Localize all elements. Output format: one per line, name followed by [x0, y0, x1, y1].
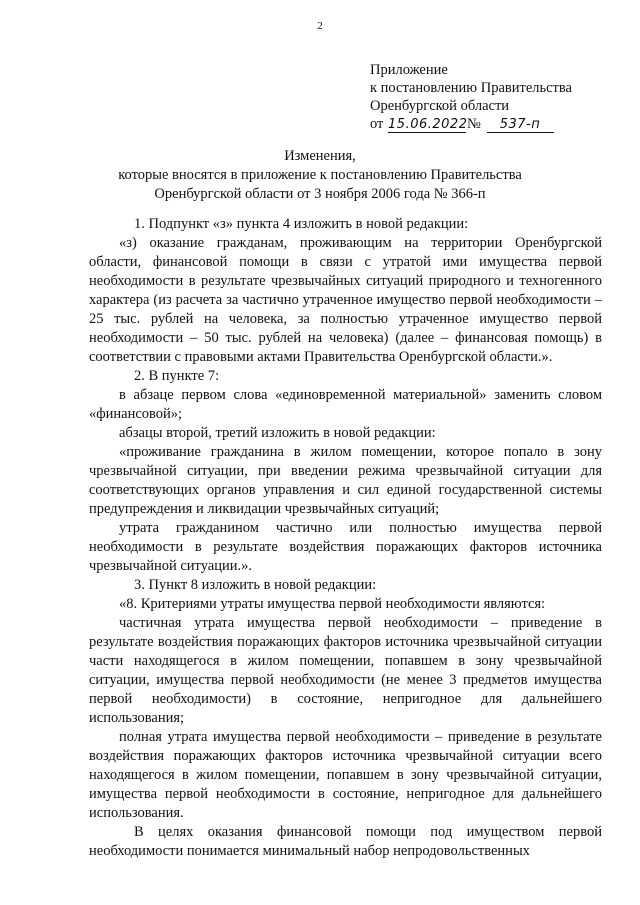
paragraph-5: абзацы второй, третий изложить в новой редакции: [119, 425, 436, 441]
paragraph-8: 3. Пункт 8 изложить в новой редакции: [134, 577, 377, 593]
appendix-date-number-line [370, 115, 572, 133]
document-body [89, 215, 602, 861]
paragraph-3: 2. В пункте 7: [134, 368, 220, 384]
appendix-title: Приложение [370, 62, 448, 78]
handwritten-date: 15.06.2022 [388, 117, 468, 132]
page-number: 2 [317, 20, 323, 32]
from-label: от [370, 116, 384, 132]
paragraph-2: «з) оказание гражданам, проживающим на территории Оренбургской области, финансовой помощи в связи с утратой ими имущества первой необходимости в результате чрезвычайных ситуаций природного и техногенного характера (из расчета за частично утраченное имущество первой необходимости – 25 тыс. рублей на человека, за полностью утраченное имущество первой необходимости – 50 тыс. рублей на человека) (далее – финансовая помощь) в соответствии с правовыми актами Правительства Оренбургской области.». [89, 235, 602, 365]
paragraph-10: частичная утрата имущества первой необходимости – приведение в результате воздействия поражающих факторов источника чрезвычайной ситуации части находящегося в жилом помещении, попавшем в зону чрезвычайной ситуации, имущества первой необходимости (не менее 3 предметов имущества первой необходимости) в состояние, непригодное для дальнейшего использования; [89, 615, 602, 726]
paragraph-9: «8. Критериями утраты имущества первой необходимости являются: [119, 596, 546, 612]
handwritten-number: 537-п [487, 117, 554, 133]
appendix-reference: к постановлению Правительства [370, 80, 572, 96]
heading-subtitle-2: Оренбургской области от 3 ноября 2006 года № 366-п [154, 186, 486, 202]
paragraph-6: «проживание гражданина в жилом помещении, которое попало в зону чрезвычайной ситуации, при введении режима чрезвычайной ситуации для соответствующих органов управления и сил единой государственной системы предупреждения и ликвидации чрезвычайных ситуаций; [89, 444, 602, 517]
appendix-region: Оренбургской области [370, 98, 510, 114]
heading-title: Изменения, [284, 148, 356, 164]
heading-subtitle-1: которые вносятся в приложение к постановлению Правительства [118, 167, 522, 183]
number-sign: № [467, 116, 481, 132]
paragraph-11: полная утрата имущества первой необходимости – приведение в результате воздействия поражающих факторов источника чрезвычайной ситуации всего находящегося в жилом помещении, попавшем в зону чрезвычайной ситуации, имущества первой необходимости в состояние, непригодное для дальнейшего использования. [89, 729, 602, 821]
paragraph-4: в абзаце первом слова «единовременной материальной» заменить словом «финансовой»; [89, 387, 602, 422]
paragraph-12: В целях оказания финансовой помощи под имуществом первой необходимости понимается минимальный набор непродовольственных [89, 824, 602, 859]
paragraph-1: 1. Подпункт «з» пункта 4 изложить в новой редакции: [134, 216, 469, 232]
appendix-block [370, 61, 572, 133]
document-heading [0, 147, 640, 204]
paragraph-7: утрата гражданином частично или полностью имущества первой необходимости в результате воздействия поражающих факторов источника чрезвычайной ситуации.». [89, 520, 602, 574]
